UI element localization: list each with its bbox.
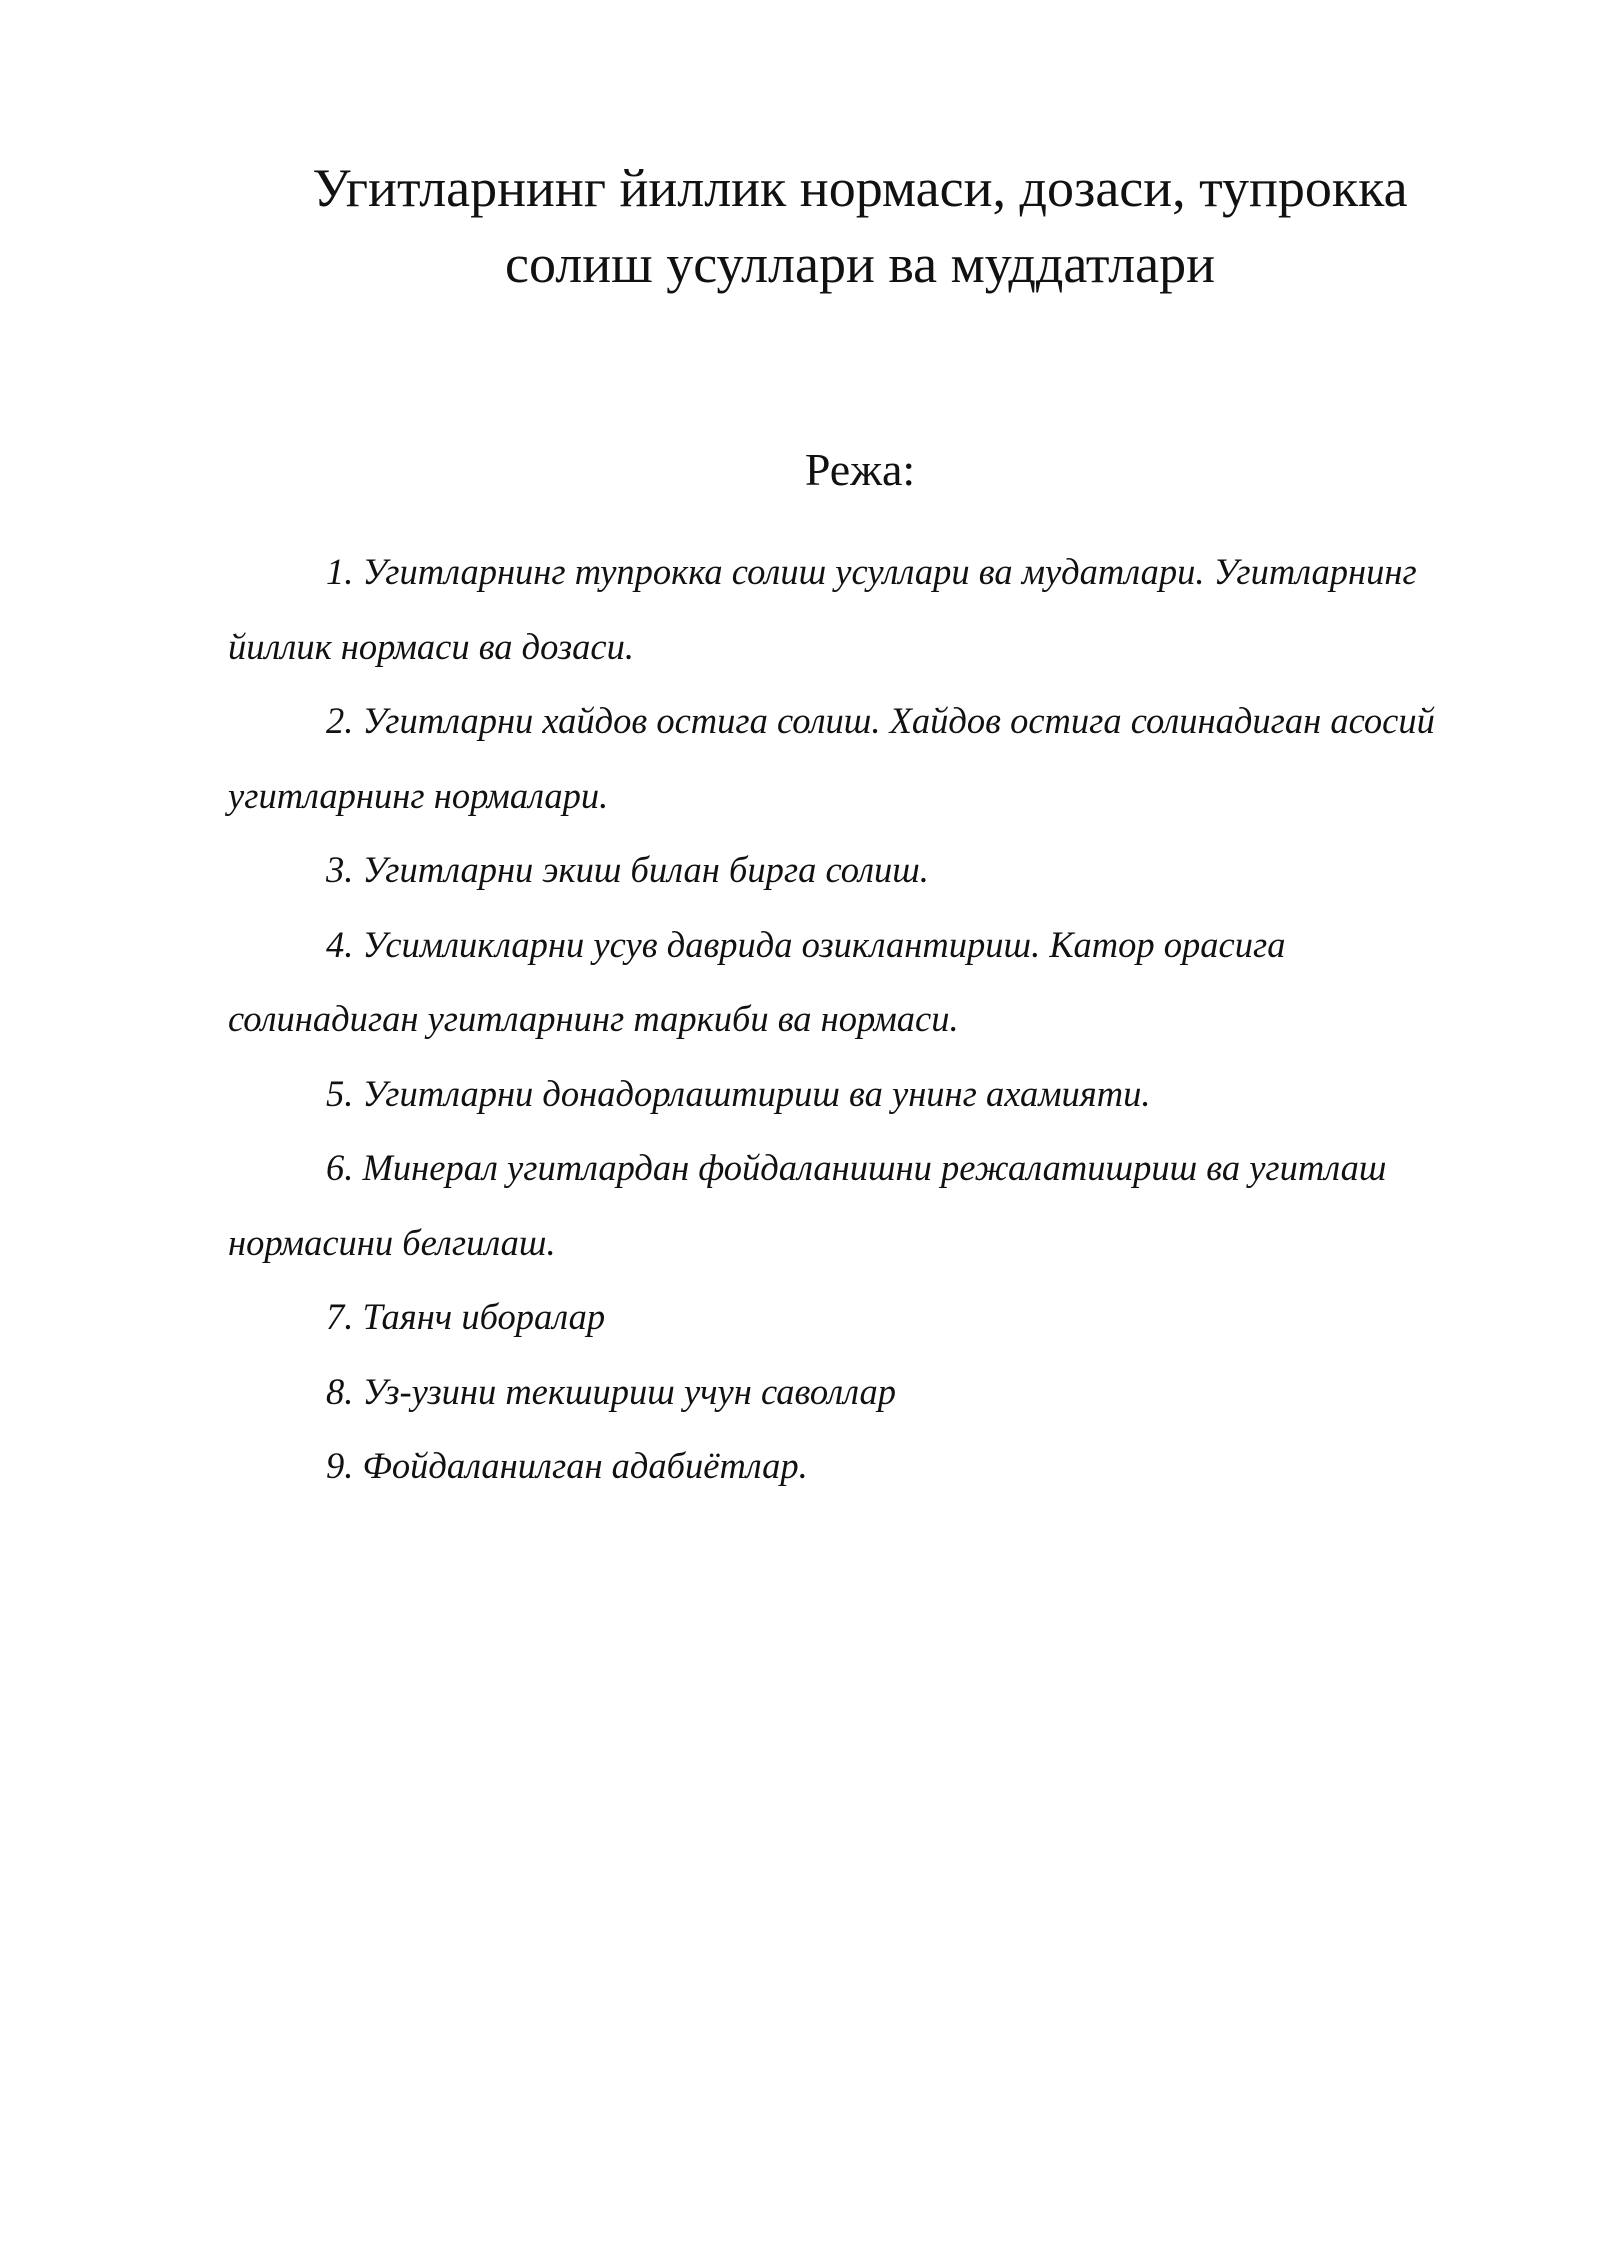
- plan-item-9: 9. Фойдаланилган адабиётлар.: [326, 1445, 808, 1486]
- plan-item-1: 1. Угитларнинг тупрокка солиш усуллари ва мудатлари. Угитларнинг йиллик нормаси ва дозаси.: [228, 551, 1417, 667]
- plan-item-2: 2. Угитларни хайдов остига солиш. Хайдов остига солинадиган асосий угитларнинг нормалари.: [228, 700, 1435, 816]
- document-title: [200, 150, 1520, 302]
- plan-item-8: 8. Уз-узини текшириш учун саволлар: [326, 1370, 896, 1412]
- plan-item-7: 7. Таянч иборалар: [326, 1296, 606, 1337]
- plan-item-4: 4. Усимликларни усув даврида озиклантириш. Катор орасига солинадиган угитларнинг таркиби ва нормаси.: [228, 923, 1286, 1039]
- plan-item-6: 6. Минерал угитлардан фойдаланишни режалатишриш ва угитлаш нормасини белгилаш.: [228, 1147, 1387, 1263]
- title-line-1: Угитларнинг йиллик нормаси, дозаси, тупрокка: [312, 158, 1408, 218]
- plan-heading: Режа:: [804, 444, 916, 495]
- plan-item-3: 3. Угитларни экиш билан бирга солиш.: [326, 849, 929, 890]
- plan-list: [228, 535, 1478, 1504]
- title-line-2: солиш усуллари ва муддатлари: [505, 234, 1215, 294]
- plan-item-5: 5. Угитларни донадорлаштириш ва унинг ахамияти.: [326, 1072, 1151, 1114]
